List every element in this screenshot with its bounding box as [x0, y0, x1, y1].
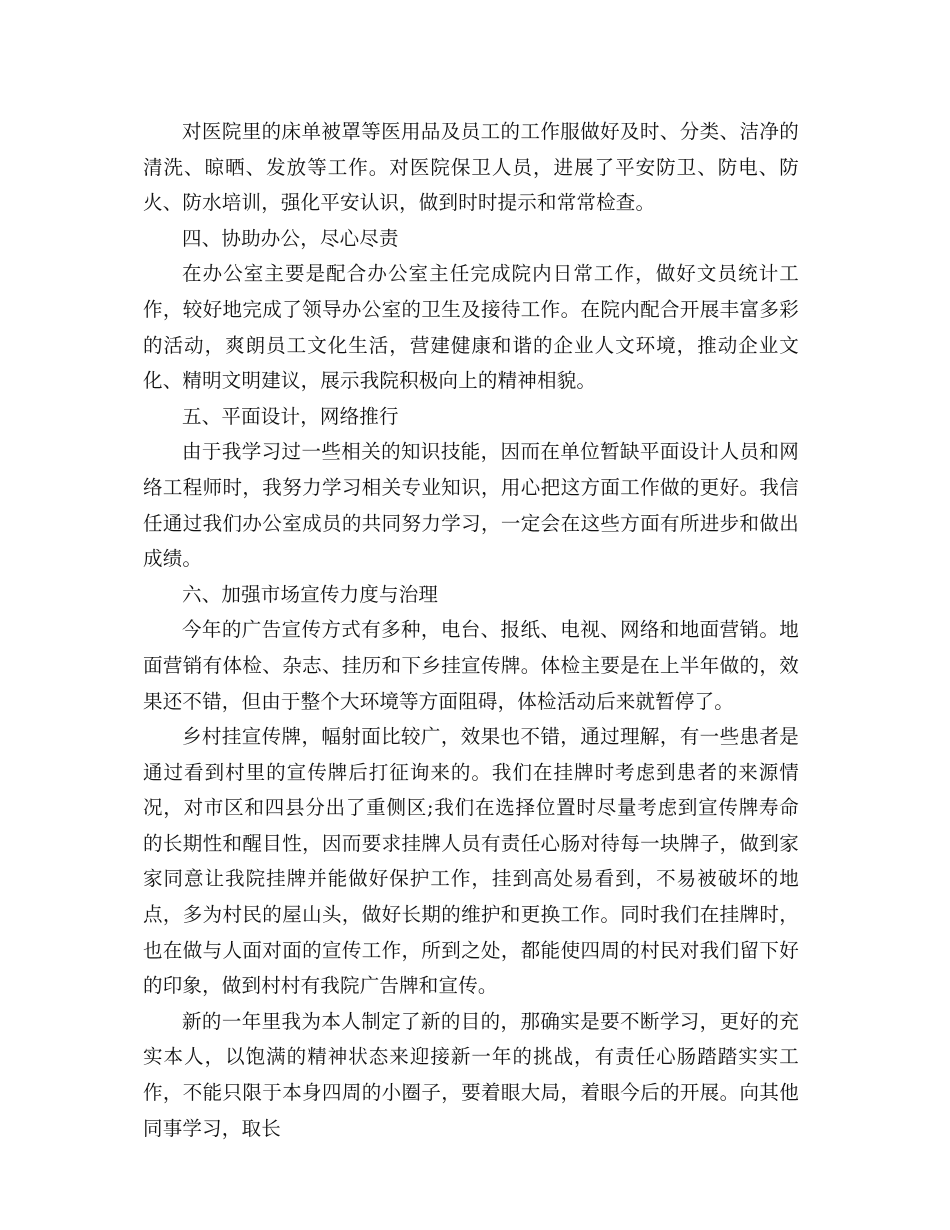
paragraph-office-work: 在办公室主要是配合办公室主任完成院内日常工作，做好文员统计工作，较好地完成了领导办公室的卫生及接待工作。在院内配合开展丰富多彩的活动，爽朗员工文化生活，营建健康和谐的企业人文环境，推动企业文化、精明文明建议，展示我院积极向上的精神相貌。: [143, 262, 799, 393]
paragraph-village-signs: 乡村挂宣传牌，幅射面比较广，效果也不错，通过理解，有一些患者是通过看到村里的宣传牌后打征询来的。我们在挂牌时考虑到患者的来源情况，对市区和四县分出了重侧区;我们在选择位置时尽量考虑到宣传牌寿命的长期性和醒目性，因而要求挂牌人员有责任心肠对待每一块牌子，做到家家同意让我院挂牌并能做好保护工作，挂到高处易看到，不易被破坏的地点，多为村民的屋山头，做好长期的维护和更换工作。同时我们在挂牌时，也在做与人面对面的宣传工作，所到之处，都能使四周的村民对我们留下好的印象，做到村村有我院广告牌和宣传。: [143, 725, 799, 998]
section-heading-office-assist: 四、协助办公，尽心尽责: [182, 226, 399, 250]
paragraph-design-network: 由于我学习过一些相关的知识技能，因而在单位暂缺平面设计人员和网络工程师时，我努力学习相关专业知识，用心把这方面工作做的更好。我信任通过我们办公室成员的共同努力学习，一定会在这些方面有所进步和做出成绩。: [143, 440, 799, 571]
document-body: [143, 114, 799, 1146]
paragraph-advertising-methods: 今年的广告宣传方式有多种，电台、报纸、电视、网络和地面营销。地面营销有体检、杂志、挂历和下乡挂宣传牌。体检主要是在上半年做的，效果还不错，但由于整个大环境等方面阻碍，体检活动后来就暂停了。: [143, 618, 799, 713]
section-heading-marketing: 六、加强市场宣传力度与治理: [182, 582, 439, 606]
paragraph-new-year-goals: 新的一年里我为本人制定了新的目的，那确实是要不断学习，更好的充实本人，以饱满的精神状态来迎接新一年的挑战，有责任心肠踏踏实实工作，不能只限于本身四周的小圈子，要着眼大局，着眼今后的开展。向其他同事学习，取长: [143, 1009, 799, 1140]
section-heading-graphic-design: 五、平面设计，网络推行: [182, 404, 399, 428]
paragraph-laundry-security: 对医院里的床单被罩等医用品及员工的工作服做好及时、分类、洁净的清洗、晾晒、发放等工作。对医院保卫人员，进展了平安防卫、防电、防火、防水培训，强化平安认识，做到时时提示和常常检查。: [143, 120, 799, 215]
